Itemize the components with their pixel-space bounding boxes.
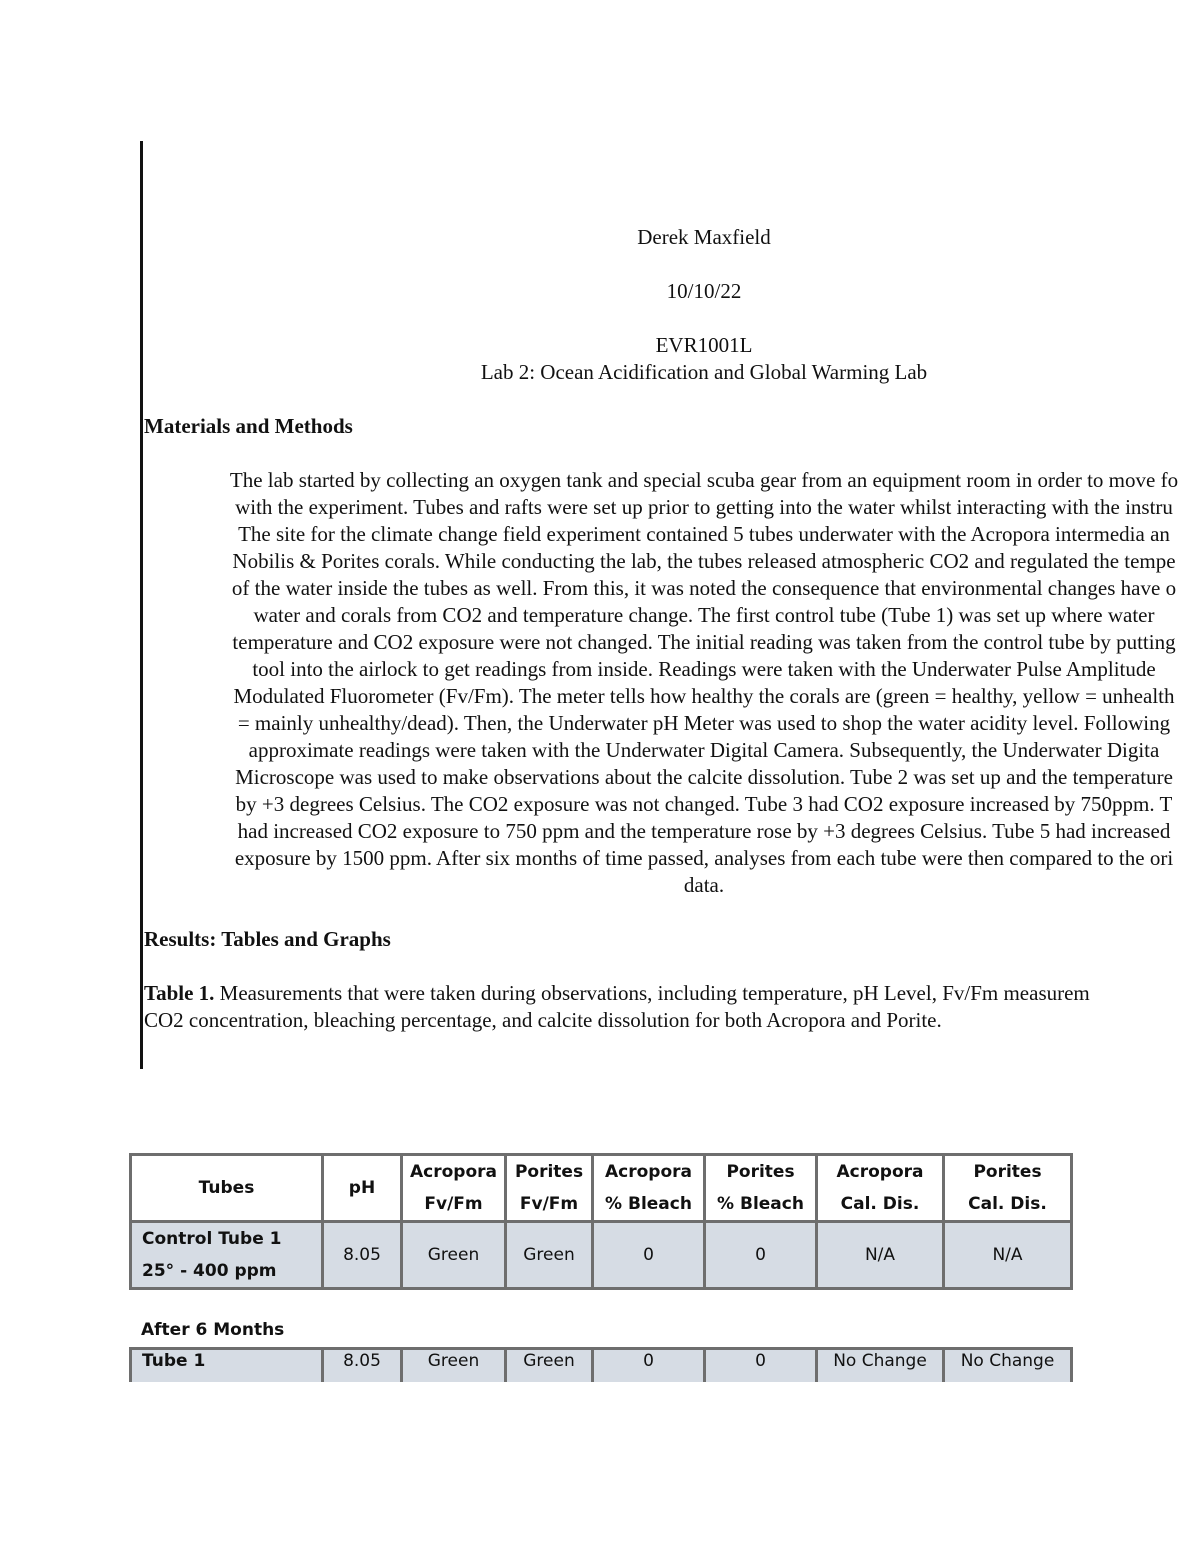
- author-name: Derek Maxfield: [637, 225, 771, 249]
- header-acropora-fvfm: [402, 1155, 506, 1222]
- paragraph-line: temperature and CO2 exposure were not changed. The initial reading was taken from the control tube by putting: [232, 630, 1176, 654]
- paragraph-line: had increased CO2 exposure to 750 ppm and the temperature rose by +3 degrees Celsius. Tube 5 had increased: [237, 819, 1171, 843]
- header-line: Acropora: [836, 1162, 924, 1182]
- table-row: [131, 1222, 1072, 1289]
- course-code: EVR1001L: [655, 333, 753, 357]
- cell-acropora-fvfm: Green: [402, 1222, 506, 1289]
- header-line: Acropora: [604, 1162, 692, 1182]
- header-acropora-caldis: [817, 1155, 944, 1222]
- header-line: Fv/Fm: [519, 1194, 579, 1214]
- header-ph: pH: [323, 1155, 402, 1222]
- header-line: % Bleach: [605, 1194, 692, 1214]
- paragraph-line: Nobilis & Porites corals. While conducting the lab, the tubes released atmospheric CO2 and regulated the tempe: [232, 549, 1176, 573]
- paragraph-line: = mainly unhealthy/dead). Then, the Underwater pH Meter was used to shop the water acidity level. Following: [237, 711, 1171, 735]
- cell-acropora-caldis: No Change: [817, 1349, 944, 1383]
- after-6-months-label: After 6 Months: [141, 1320, 285, 1340]
- table-label: Table 1.: [144, 981, 215, 1005]
- caption-line: CO2 concentration, bleaching percentage, and calcite dissolution for both Acropora and Porite.: [144, 1008, 942, 1032]
- measurements-table: [129, 1153, 1073, 1290]
- header-porites-fvfm: [506, 1155, 593, 1222]
- paragraph-line: The site for the climate change field experiment contained 5 tubes underwater with the Acropora intermedia an: [238, 522, 1170, 546]
- cell-porites-fvfm: Green: [506, 1349, 593, 1383]
- table-caption: [144, 980, 1200, 1034]
- after-6-months-table: [129, 1347, 1073, 1382]
- header-line: Acropora: [409, 1162, 497, 1182]
- caption-text: Measurements that were taken during observations, including temperature, pH Level, Fv/Fm measurem: [214, 981, 1090, 1005]
- materials-methods-heading: Materials and Methods: [144, 414, 353, 438]
- left-margin-bar: [140, 141, 143, 1069]
- paragraph-line: data.: [683, 873, 725, 897]
- cell-porites-bleach: 0: [705, 1222, 817, 1289]
- header-line: Porites: [514, 1162, 584, 1182]
- cell-acropora-fvfm: Green: [402, 1349, 506, 1383]
- results-heading: Results: Tables and Graphs: [144, 927, 391, 951]
- header-line: Porites: [726, 1162, 795, 1182]
- header-line: % Bleach: [717, 1194, 804, 1214]
- cell-porites-fvfm: Green: [506, 1222, 593, 1289]
- table-row: [131, 1349, 1072, 1383]
- cell-porites-caldis: N/A: [944, 1222, 1072, 1289]
- cell-ph: 8.05: [323, 1222, 402, 1289]
- row-label-line: 25° - 400 ppm: [142, 1261, 277, 1281]
- report-date: 10/10/22: [666, 279, 742, 303]
- paragraph-line: The lab started by collecting an oxygen tank and special scuba gear from an equipment room in order to move fo: [229, 468, 1179, 492]
- row-label-line: Control Tube 1: [142, 1229, 282, 1249]
- paragraph-line: approximate readings were taken with the Underwater Digital Camera. Subsequently, the Underwater Digita: [248, 738, 1160, 762]
- table-header-row: [131, 1155, 1072, 1222]
- header-line: Cal. Dis.: [968, 1194, 1047, 1214]
- paragraph-line: Modulated Fluorometer (Fv/Fm). The meter tells how healthy the corals are (green = healthy, yellow = unhealth: [233, 684, 1175, 708]
- header-porites-bleach: [705, 1155, 817, 1222]
- paragraph-line: tool into the airlock to get readings from inside. Readings were taken with the Underwater Pulse Amplitude: [252, 657, 1156, 681]
- header-line: Porites: [973, 1162, 1042, 1182]
- paragraph-line: by +3 degrees Celsius. The CO2 exposure was not changed. Tube 3 had CO2 exposure increased by 750ppm. T: [235, 792, 1173, 816]
- paragraph-line: exposure by 1500 ppm. After six months of time passed, analyses from each tube were then compared to the ori: [234, 846, 1174, 870]
- paragraph-line: with the experiment. Tubes and rafts were set up prior to getting into the water whilst interacting with the instru: [235, 495, 1173, 519]
- row-label-control-tube: [131, 1222, 323, 1289]
- row-label-tube-1: Tube 1: [131, 1349, 323, 1383]
- paragraph-line: of the water inside the tubes as well. From this, it was noted the consequence that environmental changes have o: [231, 576, 1177, 600]
- header-tubes: Tubes: [131, 1155, 323, 1222]
- materials-methods-paragraph: [144, 467, 1200, 899]
- cell-ph: 8.05: [323, 1349, 402, 1383]
- cell-porites-caldis: No Change: [944, 1349, 1072, 1383]
- paragraph-line: Microscope was used to make observations about the calcite dissolution. Tube 2 was set up and the temperature: [235, 765, 1173, 789]
- cell-acropora-bleach: 0: [593, 1222, 705, 1289]
- cell-acropora-bleach: 0: [593, 1349, 705, 1383]
- lab-title: Lab 2: Ocean Acidification and Global Warming Lab: [480, 360, 928, 384]
- paragraph-line: water and corals from CO2 and temperature change. The first control tube (Tube 1) was set up where water: [253, 603, 1155, 627]
- document-body: [144, 224, 1200, 1034]
- header-acropora-bleach: [593, 1155, 705, 1222]
- header-porites-caldis: [944, 1155, 1072, 1222]
- header-line: Cal. Dis.: [840, 1194, 920, 1214]
- table-continuation-clip: [0, 1345, 1200, 1382]
- header-line: Fv/Fm: [424, 1194, 483, 1214]
- cell-acropora-caldis: N/A: [817, 1222, 944, 1289]
- cell-porites-bleach: 0: [705, 1349, 817, 1383]
- caption-line: [144, 980, 1200, 1007]
